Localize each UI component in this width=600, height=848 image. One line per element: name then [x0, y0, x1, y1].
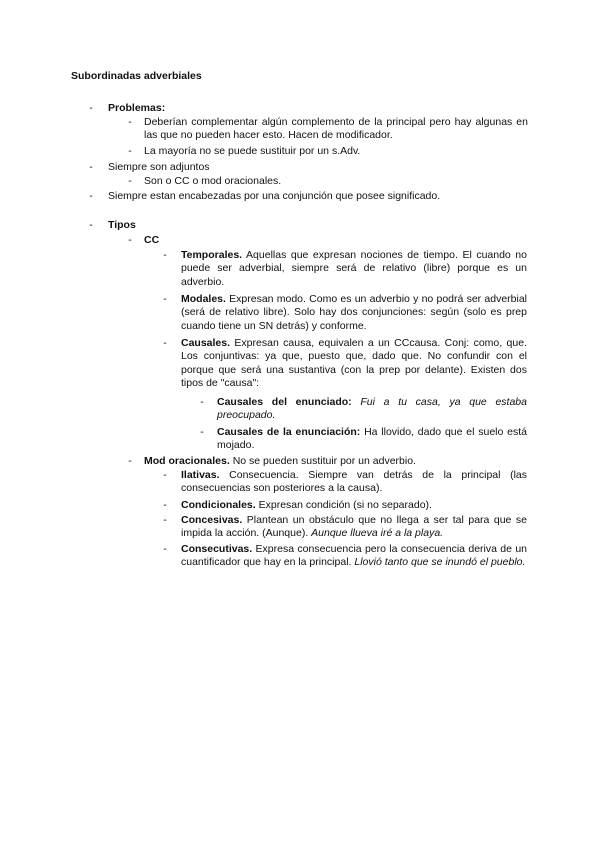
- causales-enunciado-example: Fui a tu casa, ya que estaba preocupado.: [217, 396, 527, 422]
- encabezadas-text: Siempre estan encabezadas por una conjunción que posee significado.: [108, 190, 441, 202]
- condicionales-text: Expresan condición (si no separado).: [255, 499, 432, 511]
- list-bullet: -: [163, 293, 167, 305]
- modales-entry: [181, 293, 527, 333]
- temporales-entry: [181, 249, 527, 289]
- list-bullet: -: [128, 116, 132, 128]
- causales-label: Causales.: [181, 337, 231, 349]
- adjuntos-item-1: Son o CC o mod oracionales.: [144, 175, 282, 187]
- list-bullet: -: [128, 455, 132, 467]
- concesivas-entry: [181, 514, 527, 541]
- list-bullet: -: [128, 175, 132, 187]
- mod-label: Mod oracionales.: [144, 455, 230, 467]
- list-bullet: -: [163, 499, 167, 511]
- concesivas-example: Aunque llueva iré a la playa.: [311, 527, 444, 540]
- concesivas-text: Plantean un obstáculo que no llega a ser tal para que se impida la acción. (Aunque).: [181, 514, 527, 540]
- condicionales-label: Condicionales.: [181, 499, 256, 511]
- temporales-text: Aquellas que expresan nociones de tiempo. El cuando no puede ser adverbial, siempre será de relativo (libre) porque es un adverbio.: [181, 249, 527, 288]
- list-bullet: -: [89, 190, 93, 202]
- list-bullet: -: [163, 543, 167, 555]
- consecutivas-text: Expresa consecuencia pero la consecuencia deriva de un cuantificador que hay en la principal.: [181, 543, 527, 569]
- mod-text: No se pueden sustituir por un adverbio.: [229, 455, 416, 467]
- causales-entry: [181, 337, 527, 391]
- list-bullet: -: [163, 337, 167, 349]
- mod-entry: [144, 455, 416, 468]
- causales-enunciado-label: Causales del enunciado:: [217, 396, 352, 408]
- list-bullet: -: [89, 161, 93, 173]
- problemas-item-1: Deberían complementar algún complemento de la principal pero hay algunas en las que no pueden hacer esto. Hacen de modificador.: [144, 116, 528, 142]
- causales-text: Expresan causa, equivalen a un CCcausa. Conj: como, que. Los conjuntivas: ya que, puesto que, dado que. No confundir con el porque que será una sustantiva (con la prep por delante). Existen dos tipos de "causa":: [181, 337, 527, 390]
- temporales-label: Temporales.: [181, 249, 243, 261]
- causales-enunciacion-entry: [217, 426, 527, 453]
- causales-enunciacion-text: Ha llovido, dado que el suelo está mojado.: [217, 426, 527, 452]
- list-bullet: -: [89, 219, 93, 231]
- causales-enunciado-entry: [217, 396, 527, 423]
- cc-heading: CC: [144, 234, 160, 246]
- list-bullet: -: [200, 396, 204, 408]
- document-title: Subordinadas adverbiales: [71, 70, 202, 82]
- list-bullet: -: [163, 469, 167, 481]
- ilativas-label: Ilativas.: [181, 469, 220, 481]
- ilativas-text: Consecuencia. Siempre van detrás de la principal (las consecuencias son posteriores a la causa).: [181, 469, 527, 495]
- modales-text: Expresan modo. Como es un adverbio y no podrá ser adverbial (será de relativo libre). Solo hay dos conjunciones: según (solo es prep cuando tiene un SN detrás) y conforme.: [181, 293, 527, 332]
- list-bullet: -: [163, 249, 167, 261]
- concesivas-label: Concesivas.: [181, 514, 243, 526]
- adjuntos-text: Siempre son adjuntos: [108, 161, 210, 173]
- list-bullet: -: [89, 102, 93, 114]
- condicionales-entry: [181, 499, 527, 512]
- modales-label: Modales.: [181, 293, 226, 305]
- consecutivas-entry: [181, 543, 527, 570]
- list-bullet: -: [200, 426, 204, 438]
- problemas-item-2: La mayoría no se puede sustituir por un s.Adv.: [144, 145, 361, 157]
- problemas-heading: Problemas:: [108, 102, 166, 114]
- list-bullet: -: [128, 234, 132, 246]
- consecutivas-example: Llovió tanto que se inundó el pueblo.: [354, 556, 526, 569]
- list-bullet: -: [128, 145, 132, 157]
- list-bullet: -: [163, 514, 167, 526]
- consecutivas-label: Consecutivas.: [181, 543, 253, 555]
- ilativas-entry: [181, 469, 527, 496]
- tipos-heading: Tipos: [108, 219, 136, 231]
- causales-enunciacion-label: Causales de la enunciación:: [217, 426, 361, 438]
